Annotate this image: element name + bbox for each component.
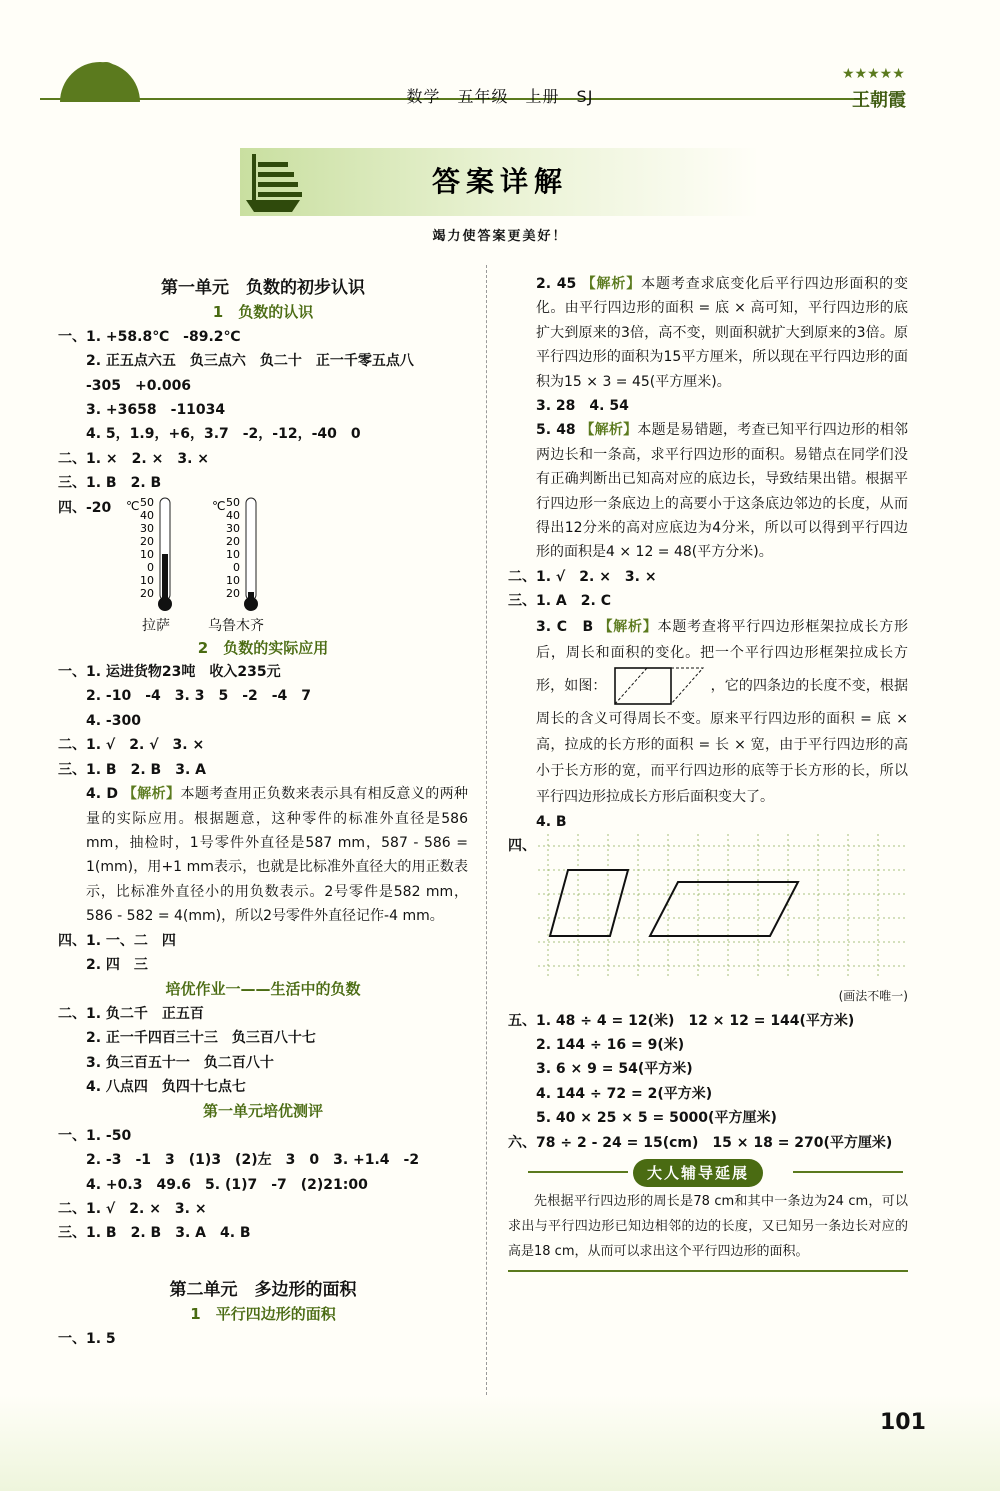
analysis-paragraph [58, 782, 468, 928]
unit1-title: 第一单元 负数的初步认识 [161, 278, 365, 298]
analysis-text: 本题考查用正负数来表示具有相反意义的两种量的实际应用。根据题意，这种零件的标准外直径是586 mm，抽检时，1号零件外直径是587 mm，587 - 586 = 1(mm)，用+1 mm表示，也就是比标准外直径大的用正数表示，比标准外直径小的用负数表示。2号零件是582 mm，586 - 582 = 4(mm)，所以2号零件外直径记作-4 mm。 [86, 786, 469, 925]
unit2-title: 第二单元 多边形的面积 [169, 1279, 357, 1300]
therm-tick: 40 [140, 508, 154, 522]
answer-line: 一、1. 运进货物23吨 收入235元 [58, 664, 281, 681]
answer-line: 五、1. 48 ÷ 4 = 12(米) 12 × 12 = 144(平方米) [508, 1012, 855, 1029]
therm-tick: 10 [140, 573, 154, 587]
answer-line: 三、1. B 2. B 3. A [58, 761, 206, 778]
drawing-grid-figure [508, 834, 908, 984]
analysis-text: 本题考查求底变化后平行四边形面积的变化。由平行四边形的面积 = 底 × 高可知，平行四边形的底扩大到原来的3倍，高不变，则面积就扩大到原来的3倍。原平行四边形的面积为15平方厘米，所以现在平行四边形的面积为15 × 3 = 45(平方厘米)。 [536, 276, 908, 390]
question-number: 2. 45 [536, 276, 577, 292]
star-row-icon [842, 64, 922, 82]
answer-line: 4. 八点四 负四十七点七 [86, 1078, 246, 1095]
answer-line: 4. +0.3 49.6 5. (1)7 -7 (2)21:00 [86, 1176, 368, 1193]
analysis-paragraph [508, 272, 908, 394]
analysis-paragraph [508, 614, 908, 810]
thermometer-figure [58, 496, 468, 636]
header-title: 数学 五年级 上册 SJ [406, 87, 594, 106]
question-number: 4. D [86, 786, 118, 803]
answer-line: 4. 144 ÷ 72 = 2(平方米) [536, 1085, 713, 1102]
answer-line: 一、1. -50 [58, 1127, 132, 1144]
analysis-paragraph [508, 418, 908, 564]
answer-line: 一、1. 5 [58, 1330, 116, 1347]
page-footer [0, 1395, 1000, 1491]
therm-tick: 10 [226, 573, 240, 587]
analysis-text: 本题是易错题，考查已知平行四边形的相邻两边长和一条高，求平行四边形的面积。易错点在同学们没有正确判断出已知高对应的底边长，导致结果出错。根据平行四边形一条底边上的高要小于这条底边邻边的长度，从而得出12分米的高对应底边为4分米，所以可以得到平行四边形的面积是4 × 12 = 48(平方分米)。 [536, 422, 909, 561]
parallelogram-drawing [538, 834, 908, 984]
banner-title: 答案详解 [431, 165, 568, 198]
section1-title: 1 负数的认识 [212, 303, 314, 322]
question-number: 3. C B [536, 618, 594, 635]
answer-line: 三、1. A 2. C [508, 593, 611, 610]
answer-line: 四、 [508, 838, 536, 855]
answer-line: -305 +0.006 [86, 377, 192, 394]
analysis-tag: 【解析】 [122, 786, 181, 803]
answer-line: 3. 负三百五十一 负二百八十 [86, 1054, 274, 1071]
section3-title: 培优作业一——生活中的负数 [165, 980, 361, 999]
answer-line: 5. 40 × 25 × 5 = 5000(平方厘米) [536, 1110, 777, 1127]
left-column [58, 272, 468, 1351]
therm-tick: 50 [140, 495, 154, 509]
extension-header [508, 1155, 908, 1189]
answer-line: 4. 5，1.9，+6，3.7 -2，-12，-40 0 [86, 426, 361, 443]
therm-tick: 10 [226, 547, 240, 561]
answer-line: 2. 正一千四百三十三 负三百八十七 [86, 1030, 316, 1047]
answer-line: 2. 正五点六五 负三点六 负二十 正一千零五点八 [86, 353, 414, 370]
section2-title: 2 负数的实际应用 [197, 638, 329, 657]
therm-unit: ℃ [126, 498, 140, 513]
extension-bottom-rule [508, 1270, 908, 1272]
therm-tick: 0 [233, 560, 240, 574]
analysis-text: 本题考查将平行四边形框架拉成长方形后，周长和面积的变化。把一个平行四边形框架拉成长方形，如图： [536, 618, 908, 694]
therm-tick: 30 [226, 521, 240, 535]
analysis-text: ，它的四条边的长度不变，根据周长的含义可得周长不变。原来平行四边形的面积 = 底 × 高，拉成的长方形的面积 = 长 × 宽，由于平行四边形的高小于长方形的宽，而平行四边形的底等于长方形的长，所以平行四边形拉成长方形后面积变大了。 [536, 677, 909, 805]
answer-line: 4. B [536, 813, 567, 830]
page-header [0, 0, 1000, 130]
answer-line: 三、1. B 2. B 3. A 4. B [58, 1225, 251, 1242]
page-number: 101 [880, 1410, 926, 1435]
therm-unit: ℃ [212, 498, 226, 513]
extension-title: 大人辅导延展 [633, 1159, 763, 1187]
answer-line: 二、1. √ 2. × 3. × [508, 568, 657, 585]
brand-logo-text: 王朝霞 [852, 90, 906, 111]
answer-line: 一、1. +58.8℃ -89.2℃ [58, 328, 241, 345]
brand-logo [842, 64, 922, 124]
answer-line: 二、1. × 2. × 3. × [58, 450, 209, 467]
extension-text: 先根据平行四边形的周长是78 cm和其中一条边为24 cm，可以求出与平行四边形已知边相邻的边的长度，又已知另一条边长对应的高是18 cm，从而可以求出这个平行四边形的面积。 [508, 1193, 908, 1259]
therm-tick: 0 [147, 560, 154, 574]
therm-tick: 20 [226, 586, 240, 600]
extension-rule-right [793, 1171, 903, 1173]
answer-line: 3. 6 × 9 = 54(平方米) [536, 1061, 693, 1078]
analysis-tag: 【解析】 [580, 422, 638, 439]
therm-tick: 30 [140, 521, 154, 535]
therm-tick: 20 [226, 534, 240, 548]
answer-line: 2. -3 -1 3 (1)3 (2)左 3 0 3. +1.4 -2 [86, 1152, 420, 1169]
analysis-tag: 【解析】 [598, 618, 658, 635]
extension-rule-left [528, 1171, 628, 1173]
answer-line: 二、1. 负二千 正五百 [58, 1005, 204, 1022]
question-number: 5. 48 [536, 422, 576, 439]
therm-tick: 20 [140, 586, 154, 600]
right-column [508, 272, 908, 1272]
therm-tick: 20 [140, 534, 154, 548]
therm-tick: 50 [226, 495, 240, 509]
banner-subtitle: 竭力使答案更美好！ [432, 229, 568, 244]
answer-line: 二、1. √ 2. × 3. × [58, 1201, 207, 1217]
section4-title: 第一单元培优测评 [202, 1102, 323, 1121]
answer-line: 2. 144 ÷ 16 = 9(米) [536, 1036, 685, 1053]
svg-text:★★★★★: ★★★★★ [842, 66, 905, 82]
answer-line: 四、-20 [58, 499, 112, 516]
parallelogram-to-rectangle-figure [611, 666, 707, 706]
answer-line: 六、78 ÷ 2 - 24 = 15(cm) 15 × 18 = 270(平方厘米) [508, 1134, 893, 1151]
drawing-note: (画法不唯一) [838, 989, 908, 1004]
answer-line: 4. -300 [86, 712, 141, 729]
thermometer-label-right: 乌鲁木齐 [208, 617, 264, 634]
answer-line: 二、1. √ 2. √ 3. × [58, 737, 205, 754]
answer-line: 3. +3658 -11034 [86, 402, 226, 419]
thermometer-label-left: 拉萨 [142, 617, 170, 634]
answer-line: 3. 28 4. 54 [536, 398, 629, 415]
analysis-tag: 【解析】 [581, 276, 642, 292]
column-divider [486, 265, 487, 1395]
answer-line: 四、1. 一、二 四 [58, 932, 176, 949]
answer-line: 三、1. B 2. B [58, 475, 162, 492]
section5-title: 1 平行四边形的面积 [190, 1305, 336, 1324]
therm-tick: 10 [140, 547, 154, 561]
answer-line: 2. -10 -4 3. 3 5 -2 -4 7 [86, 688, 312, 705]
therm-tick: 40 [226, 508, 240, 522]
answer-line: 2. 四 三 [86, 956, 148, 973]
